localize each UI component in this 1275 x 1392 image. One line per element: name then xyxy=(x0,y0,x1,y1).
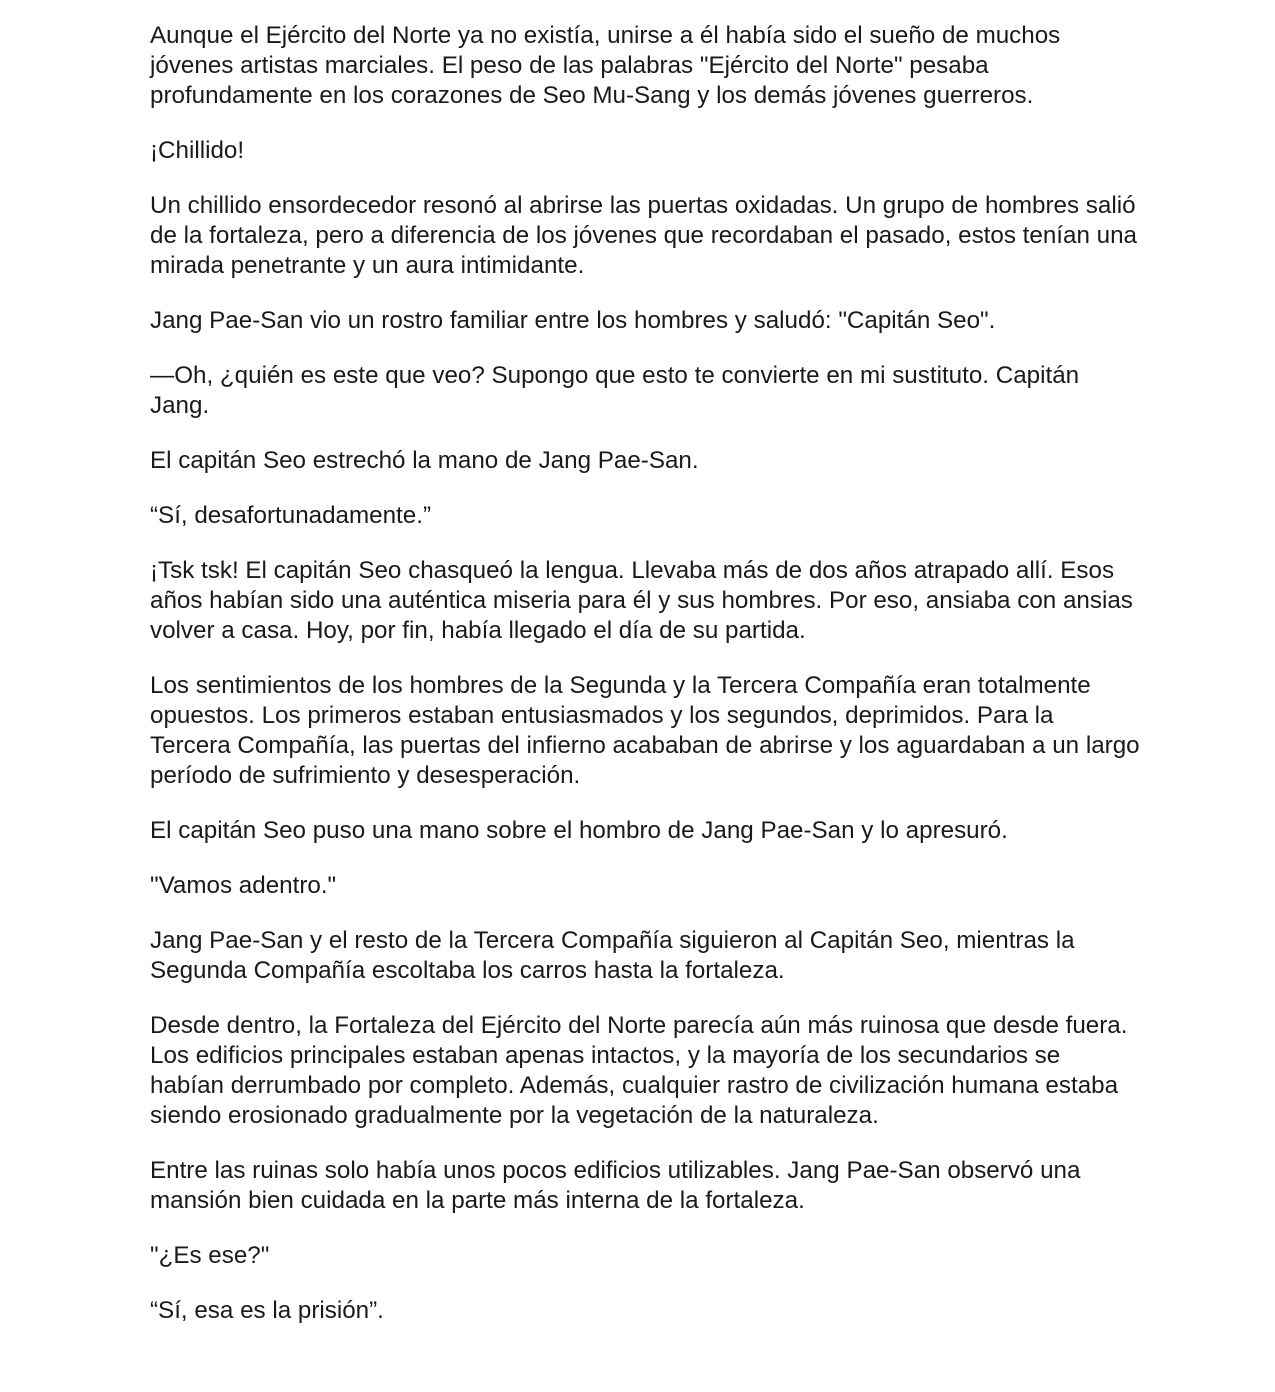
paragraph: “Sí, esa es la prisión”. xyxy=(150,1297,384,1324)
paragraph: Jang Pae-San vio un rostro familiar entre los hombres y saludó: "Capitán Seo". xyxy=(150,307,996,334)
paragraph: ¡Chillido! xyxy=(150,137,245,164)
paragraph: Los sentimientos de los hombres de la Segunda y la Tercera Compañía eran totalmente opuestos. Los primeros estaban entusiasmados y los segundos, deprimidos. Para la Tercera Compañía, las puertas del infierno acababan de abrirse y los aguardaban a un largo período de sufrimiento y desesperación. xyxy=(150,672,1140,789)
paragraph: El capitán Seo puso una mano sobre el hombro de Jang Pae-San y lo apresuró. xyxy=(150,817,1008,844)
paragraph: ¡Tsk tsk! El capitán Seo chasqueó la lengua. Llevaba más de dos años atrapado allí. Esos años habían sido una auténtica miseria para él y sus hombres. Por eso, ansiaba con ansias volver a casa. Hoy, por fin, había llegado el día de su partida. xyxy=(150,557,1133,644)
paragraph: Un chillido ensordecedor resonó al abrirse las puertas oxidadas. Un grupo de hombres salió de la fortaleza, pero a diferencia de los jóvenes que recordaban el pasado, estos tenían una mirada penetrante y un aura intimidante. xyxy=(150,192,1137,279)
paragraph: Entre las ruinas solo había unos pocos edificios utilizables. Jang Pae-San observó una mansión bien cuidada en la parte más interna de la fortaleza. xyxy=(150,1157,1081,1214)
paragraph: "¿Es ese?" xyxy=(150,1242,270,1269)
paragraph: El capitán Seo estrechó la mano de Jang Pae-San. xyxy=(150,447,699,474)
paragraph: "Vamos adentro." xyxy=(150,872,337,899)
paragraph: Jang Pae-San y el resto de la Tercera Compañía siguieron al Capitán Seo, mientras la Segunda Compañía escoltaba los carros hasta la fortaleza. xyxy=(150,927,1075,984)
paragraph: Desde dentro, la Fortaleza del Ejército del Norte parecía aún más ruinosa que desde fuera. Los edificios principales estaban apenas intactos, y la mayoría de los secundarios se habían derrumbado por completo. Además, cualquier rastro de civilización humana estaba siendo erosionado gradualmente por la vegetación de la naturaleza. xyxy=(150,1012,1128,1129)
document-page xyxy=(150,21,1140,1351)
paragraph: “Sí, desafortunadamente.” xyxy=(150,502,432,529)
paragraph: —Oh, ¿quién es este que veo? Supongo que esto te convierte en mi sustituto. Capitán Jang. xyxy=(150,362,1080,419)
paragraph: Aunque el Ejército del Norte ya no existía, unirse a él había sido el sueño de muchos jóvenes artistas marciales. El peso de las palabras "Ejército del Norte" pesaba profundamente en los corazones de Seo Mu-Sang y los demás jóvenes guerreros. xyxy=(150,22,1061,109)
